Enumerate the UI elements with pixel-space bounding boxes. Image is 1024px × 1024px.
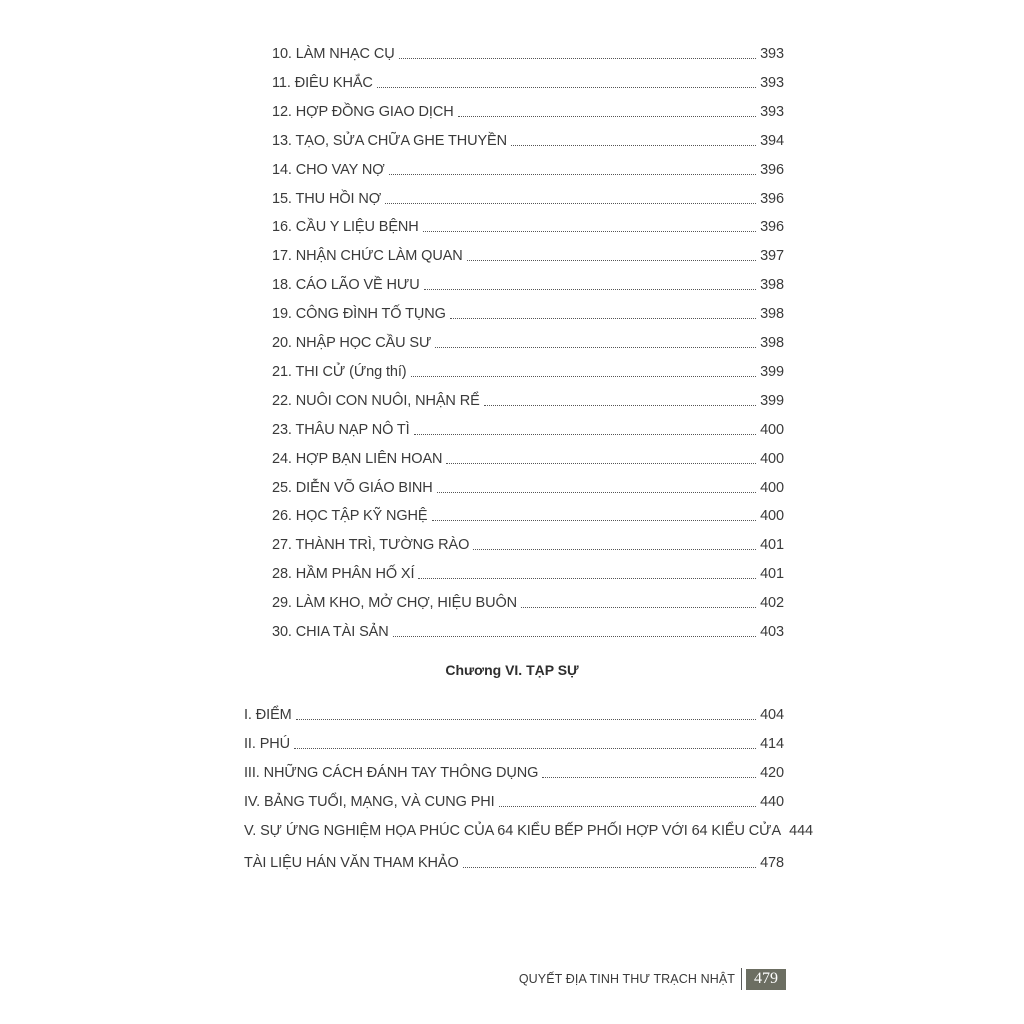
dot-leader bbox=[393, 635, 756, 637]
toc-entry-title: 28. HẦM PHÂN HỐ XÍ bbox=[272, 566, 415, 583]
toc-entry-page: 396 bbox=[760, 161, 784, 178]
toc-entry bbox=[244, 706, 784, 724]
toc-entry-title: 30. CHIA TÀI SẢN bbox=[272, 624, 389, 640]
toc-entry-title: TÀI LIỆU HÁN VĂN THAM KHẢO bbox=[244, 855, 459, 871]
toc-entry-title: 12. HỢP ĐỒNG GIAO DỊCH bbox=[272, 103, 454, 120]
toc-entry-page: 396 bbox=[760, 219, 784, 236]
toc-entry-title: 26. HỌC TẬP KỸ NGHỆ bbox=[272, 508, 428, 525]
toc-entry bbox=[272, 507, 784, 525]
page-footer bbox=[519, 968, 786, 990]
toc-entry bbox=[244, 854, 784, 872]
toc-entry bbox=[272, 450, 784, 468]
dot-leader bbox=[511, 144, 756, 146]
toc-entry bbox=[244, 822, 814, 840]
dot-leader bbox=[432, 519, 756, 521]
toc-entry-title: 19. CÔNG ĐÌNH TỐ TỤNG bbox=[272, 306, 446, 323]
toc-entry-title: 29. LÀM KHO, MỞ CHỢ, HIỆU BUÔN bbox=[272, 595, 518, 612]
running-title: QUYẾT ĐỊA TINH THƯ TRẠCH NHẬT bbox=[518, 972, 735, 986]
dot-leader bbox=[423, 230, 756, 232]
toc-entry-page: 398 bbox=[760, 277, 784, 294]
toc-entry-title: 25. DIỄN VÕ GIÁO BINH bbox=[272, 479, 433, 496]
dot-leader bbox=[424, 288, 756, 290]
toc-entry bbox=[272, 103, 784, 121]
toc-entry bbox=[272, 132, 784, 150]
toc-entry-title: II. PHÚ bbox=[244, 736, 291, 752]
chapter-heading: Chương VI. TẠP SỰ bbox=[445, 662, 579, 678]
dot-leader bbox=[521, 606, 756, 608]
toc-entry-title: 22. NUÔI CON NUÔI, NHẬN RỂ bbox=[272, 392, 480, 409]
dot-leader bbox=[484, 404, 756, 406]
toc-entry-title: 27. THÀNH TRÌ, TƯỜNG RÀO bbox=[272, 537, 470, 554]
toc-entry-title: 23. THÂU NẠP NÔ TÌ bbox=[272, 421, 410, 438]
dot-leader bbox=[435, 346, 756, 348]
toc-entry-page: 400 bbox=[760, 508, 784, 525]
toc-entry-title: 17. NHẬN CHỨC LÀM QUAN bbox=[272, 248, 463, 265]
toc-entry-page: 404 bbox=[760, 707, 784, 723]
toc-entry-page: 393 bbox=[760, 74, 784, 91]
dot-leader bbox=[418, 577, 756, 579]
toc-entry bbox=[272, 594, 784, 612]
toc-entry-page: 400 bbox=[760, 421, 784, 438]
toc-entry bbox=[272, 565, 784, 583]
toc-entry-title: 18. CÁO LÃO VỀ HƯU bbox=[272, 277, 420, 294]
toc-entry-page: 444 bbox=[789, 823, 814, 839]
toc-entry-title: I. ĐIỂM bbox=[244, 707, 292, 723]
toc-entry-page: 397 bbox=[760, 248, 784, 265]
toc-entry bbox=[272, 161, 784, 179]
toc-entry-page: 393 bbox=[760, 46, 784, 62]
toc-entry-title: 24. HỢP BẠN LIÊN HOAN bbox=[272, 450, 443, 467]
toc-entry-page: 393 bbox=[760, 103, 784, 120]
toc-entry-page: 398 bbox=[760, 335, 784, 351]
toc-entry-page: 440 bbox=[760, 794, 784, 810]
toc-entry bbox=[272, 334, 784, 352]
dot-leader bbox=[414, 433, 756, 435]
toc-entry-title: 20. NHẬP HỌC CẦU SƯ bbox=[272, 335, 432, 351]
toc-entry bbox=[272, 74, 784, 92]
toc-entry-page: 400 bbox=[760, 450, 784, 467]
toc-entry bbox=[272, 536, 784, 554]
toc-entry-page: 399 bbox=[760, 363, 784, 380]
toc-entry bbox=[272, 421, 784, 439]
toc-entry-title: 16. CẦU Y LIỆU BỆNH bbox=[272, 219, 419, 236]
toc-entry-title: 15. THU HỒI NỢ bbox=[272, 190, 382, 207]
toc-entry-page: 478 bbox=[760, 855, 784, 871]
toc-entry-page: 414 bbox=[760, 736, 784, 752]
toc-entry bbox=[244, 764, 784, 782]
toc-entry-title: 13. TẠO, SỬA CHỮA GHE THUYỀN bbox=[272, 132, 507, 149]
toc-entry-page: 403 bbox=[760, 624, 784, 640]
page-number: 479 bbox=[746, 969, 786, 990]
dot-leader bbox=[458, 115, 756, 117]
dot-leader bbox=[467, 259, 756, 261]
dot-leader bbox=[385, 202, 756, 204]
dot-leader bbox=[296, 718, 756, 720]
toc-entry bbox=[272, 45, 784, 63]
toc-entry bbox=[272, 305, 784, 323]
dot-leader bbox=[473, 548, 756, 550]
dot-leader bbox=[411, 375, 756, 377]
dot-leader bbox=[463, 866, 756, 868]
toc-entry bbox=[272, 479, 784, 497]
toc-entry bbox=[272, 218, 784, 236]
toc-entry bbox=[272, 392, 784, 410]
toc-entry-page: 401 bbox=[760, 537, 784, 554]
dot-leader bbox=[450, 317, 756, 319]
dot-leader bbox=[542, 776, 756, 778]
dot-leader bbox=[399, 57, 756, 59]
toc-entry-title: 10. LÀM NHẠC CỤ bbox=[272, 46, 395, 62]
dot-leader bbox=[389, 173, 756, 175]
toc-entry bbox=[244, 735, 784, 753]
toc-entry-title: 11. ĐIÊU KHẮC bbox=[272, 74, 373, 91]
dot-leader bbox=[446, 462, 756, 464]
toc-entry-page: 401 bbox=[760, 566, 784, 583]
toc-entry bbox=[272, 190, 784, 208]
dot-leader bbox=[294, 747, 756, 749]
toc-entry-page: 398 bbox=[760, 306, 784, 323]
dot-leader bbox=[377, 86, 756, 88]
toc-entry-page: 394 bbox=[760, 132, 784, 149]
toc-entry-page: 402 bbox=[760, 595, 784, 612]
footer-separator bbox=[741, 968, 742, 990]
toc-entry-page: 399 bbox=[760, 392, 784, 409]
toc-entry bbox=[272, 276, 784, 294]
dot-leader bbox=[499, 805, 756, 807]
toc-entry-title: 21. THI CỬ (Ứng thí) bbox=[272, 363, 407, 380]
toc-entry-page: 396 bbox=[760, 190, 784, 207]
toc-entry-page: 400 bbox=[760, 479, 784, 496]
toc-entry-title: 14. CHO VAY NỢ bbox=[272, 161, 385, 178]
dot-leader bbox=[437, 491, 756, 493]
toc-entry bbox=[272, 247, 784, 265]
toc-entry bbox=[272, 363, 784, 381]
toc-entry bbox=[244, 793, 784, 811]
toc-entry-title: V. SỰ ỨNG NGHIỆM HỌA PHÚC CỦA 64 KIỂU BẾP PHỐI HỢP VỚI 64 KIỂU CỬA bbox=[244, 823, 782, 839]
toc-entry bbox=[272, 623, 784, 641]
toc-entry-title: IV. BẢNG TUỔI, MẠNG, VÀ CUNG PHI bbox=[244, 794, 495, 810]
toc-entry-title: III. NHỮNG CÁCH ĐÁNH TAY THÔNG DỤNG bbox=[244, 765, 539, 781]
toc-entry-page: 420 bbox=[760, 765, 784, 781]
